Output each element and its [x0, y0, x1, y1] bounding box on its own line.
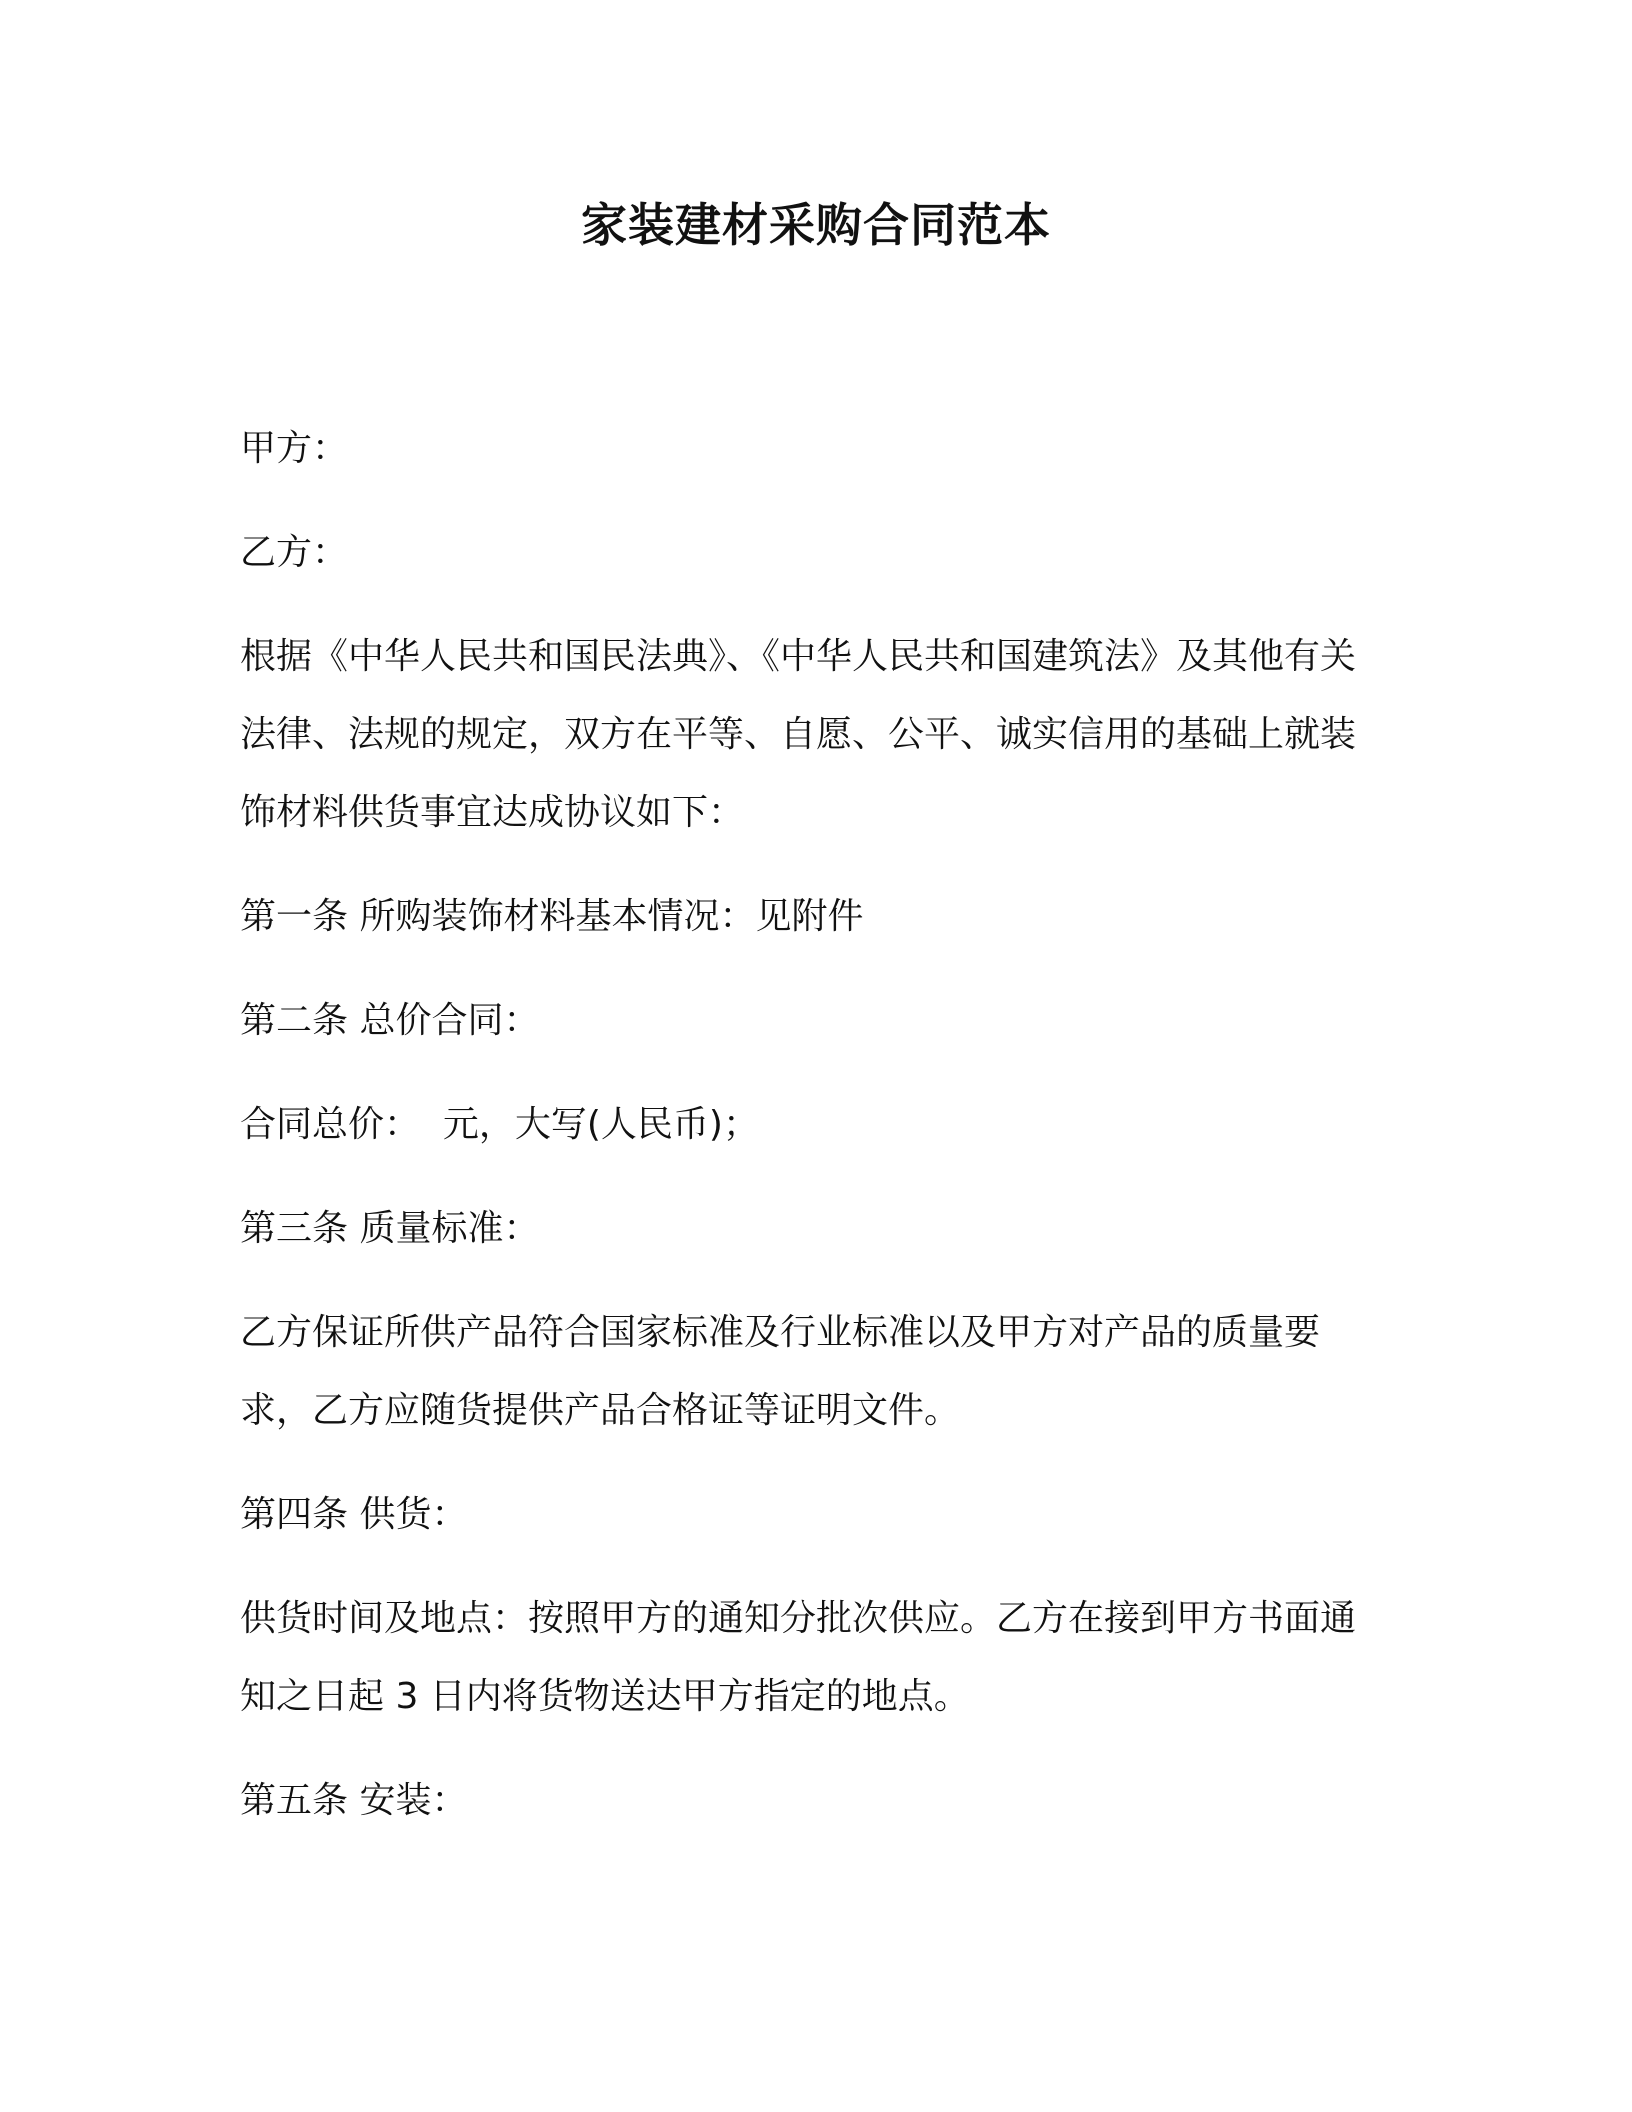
party-a-label: 甲方： — [240, 428, 349, 469]
preamble-paragraph: 根据《中华人民共和国民法典》、《中华人民共和国建筑法》及其他有关法律、法规的规定，双方在平等、自愿、公平、诚实信用的基础上就装饰材料供货事宜达成协议如下： — [240, 636, 1357, 833]
article-1: 第一条 所购装饰材料基本情况：见附件 — [240, 896, 864, 937]
article-5-heading: 第五条 安装： — [240, 1780, 468, 1821]
document-body — [240, 410, 1360, 1866]
article-3-heading: 第三条 质量标准： — [240, 1208, 540, 1249]
article-4-body: 供货时间及地点：按照甲方的通知分批次供应。乙方在接到甲方书面通知之日起 3 日内将货物送达甲方指定的地点。 — [240, 1598, 1357, 1717]
article-4-heading: 第四条 供货： — [240, 1494, 468, 1535]
document-title: 家装建材采购合同范本 — [581, 198, 1051, 252]
article-2-heading: 第二条 总价合同： — [240, 1000, 540, 1041]
party-b-label: 乙方： — [240, 532, 349, 573]
article-2-total-price: 合同总价： 元，大写(人民币)； — [240, 1104, 759, 1145]
article-3-body: 乙方保证所供产品符合国家标准及行业标准以及甲方对产品的质量要求，乙方应随货提供产品合格证等证明文件。 — [240, 1312, 1321, 1431]
